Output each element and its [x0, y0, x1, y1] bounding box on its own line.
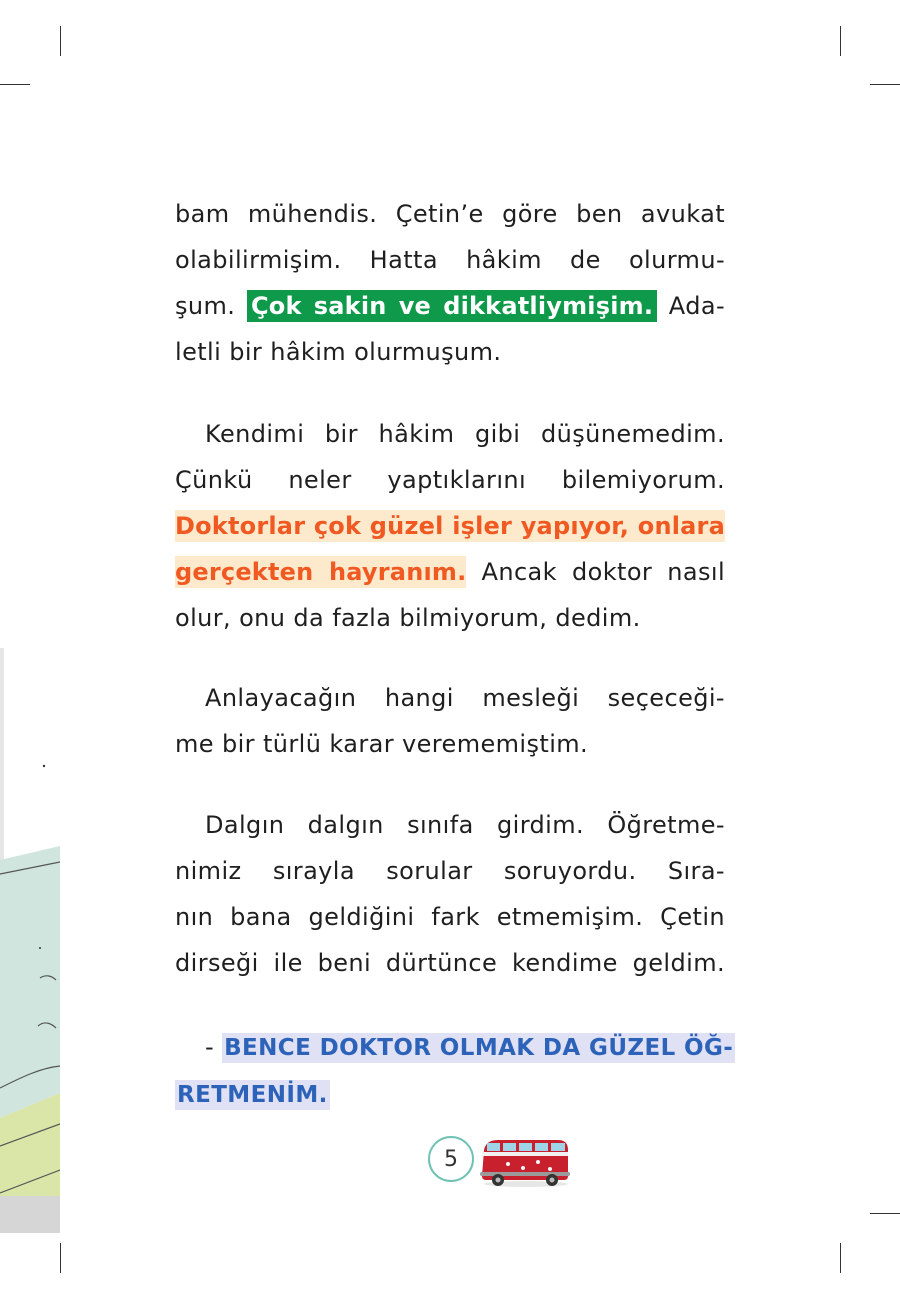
crop-mark — [60, 26, 61, 56]
text-segment: şum. — [175, 292, 247, 320]
paragraph-2 — [175, 411, 725, 641]
paragraph-1 — [175, 191, 725, 375]
text-line: nın bana geldiğini fark etmemişim. Çetin — [175, 903, 725, 931]
highlight-orange: gerçekten hayranım. — [175, 558, 467, 586]
text-line — [175, 549, 725, 595]
text-line: letli bir hâkim olurmuşum. — [175, 338, 502, 366]
text-line: Anlayacağın hangi mesleği seçeceği- — [205, 684, 725, 712]
text-line: bam mühendis. Çetin’e göre ben avukat — [175, 200, 725, 228]
text-segment: Ancak doktor nasıl — [466, 558, 726, 586]
paragraph-3 — [175, 675, 725, 767]
crop-mark — [840, 1243, 841, 1273]
side-illustration — [0, 648, 60, 1233]
text-line: Çünkü neler yaptıklarını bilemiyorum. — [175, 466, 725, 494]
page-number: 5 — [428, 1136, 474, 1182]
text-line — [175, 1024, 734, 1071]
crop-mark — [870, 84, 900, 85]
crop-mark — [870, 1213, 900, 1214]
highlight-orange: Doktorlar çok güzel işler yapıyor, onlara — [175, 512, 725, 540]
highlight-blue: RETMENİM. — [177, 1082, 328, 1108]
text-segment: Ada- — [657, 292, 726, 320]
highlight-blue: BENCE DOKTOR OLMAK DA GÜZEL ÖĞ- — [224, 1035, 734, 1061]
text-line: me bir türlü karar verememiştim. — [175, 730, 589, 758]
crop-mark — [60, 1243, 61, 1273]
dialogue-dash: - — [205, 1033, 223, 1061]
text-line: olabilirmişim. Hatta hâkim de olurmu- — [175, 246, 725, 274]
crop-mark — [0, 84, 30, 85]
text-line: Dalgın dalgın sınıfa girdim. Öğretme- — [205, 811, 725, 839]
text-line — [175, 283, 725, 329]
text-line — [175, 1071, 725, 1118]
text-line: olur, onu da fazla bilmiyorum, dedim. — [175, 604, 641, 632]
text-line: Kendimi bir hâkim gibi düşünemedim. — [205, 420, 725, 448]
text-line — [175, 503, 725, 549]
paragraph-5 — [175, 1024, 734, 1118]
text-line: nimiz sırayla sorular soruyordu. Sıra- — [175, 857, 725, 885]
crop-mark — [840, 26, 841, 56]
text-line: dirseği ile beni dürtünce kendime geldim. — [175, 949, 725, 977]
highlight-green: Çok sakin ve dikkatliymişim. — [247, 290, 657, 322]
van-icon — [478, 1136, 573, 1188]
paragraph-4 — [175, 802, 725, 986]
